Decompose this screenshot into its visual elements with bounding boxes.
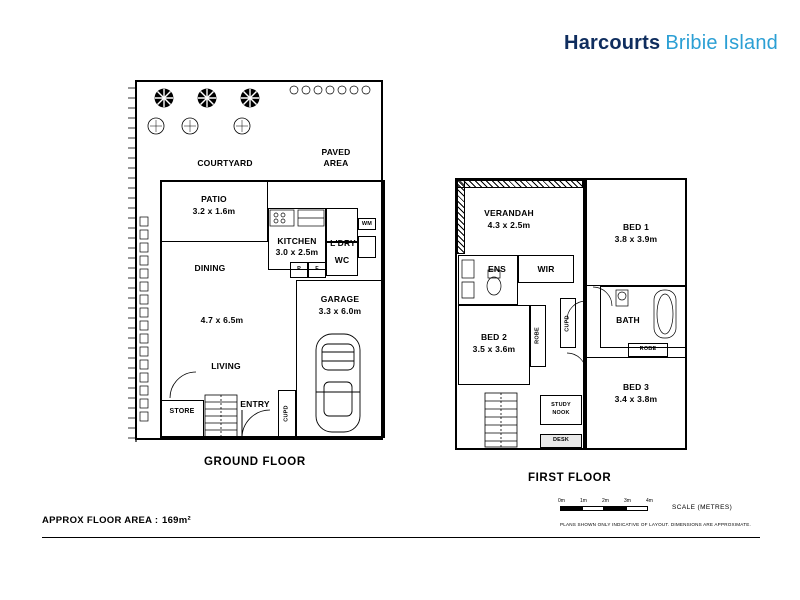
gf-room-courtyard-label: COURTYARD bbox=[197, 158, 253, 168]
ff-bath-fixtures-icon bbox=[602, 288, 686, 346]
gf-room-living-label: LIVING bbox=[211, 361, 241, 371]
scale-tick-0: 0m bbox=[558, 498, 565, 504]
gf-kitchen-fittings-icon bbox=[268, 208, 328, 234]
ff-room-bed2-dims: 3.5 x 3.6m bbox=[472, 344, 516, 354]
scale-tick-4: 4m bbox=[646, 498, 653, 504]
ff-room-bed1-label: BED 1 bbox=[622, 222, 650, 232]
ff-door-arc-1-icon bbox=[566, 300, 588, 322]
scale-title: SCALE (METRES) bbox=[672, 504, 733, 511]
gf-paved-dots-icon bbox=[288, 83, 384, 97]
gf-entry-door-icon bbox=[240, 408, 276, 440]
gf-laundry-tub bbox=[358, 236, 376, 258]
gf-room-kitchen-label: KITCHEN bbox=[277, 236, 317, 246]
ff-robe-bed2-label: ROBE bbox=[534, 327, 541, 344]
gf-room-wc-label: WC bbox=[334, 255, 350, 265]
ff-room-bed1-dims: 3.8 x 3.9m bbox=[614, 234, 658, 244]
gf-pantry-label: P bbox=[297, 266, 301, 272]
ff-room-verandah-label: VERANDAH bbox=[484, 208, 534, 218]
gf-store-label: STORE bbox=[169, 408, 195, 415]
gf-living-door-icon bbox=[168, 370, 200, 400]
gf-room-paved-label: PAVED bbox=[321, 147, 351, 157]
ff-stairs-icon bbox=[484, 392, 518, 448]
ff-room-bed2-label: BED 2 bbox=[480, 332, 508, 342]
brand-name: Harcourts bbox=[564, 32, 661, 54]
gf-car-icon bbox=[308, 330, 370, 436]
ff-study-label: STUDY bbox=[551, 402, 571, 408]
gf-room-laundry bbox=[326, 208, 358, 242]
gf-stairs-icon bbox=[204, 394, 238, 438]
ff-door-arc-2-icon bbox=[566, 352, 588, 374]
ff-room-wir-label: WIR bbox=[537, 264, 555, 274]
ff-desk-label: DESK bbox=[552, 437, 570, 443]
gf-fridge-label: F bbox=[315, 266, 319, 272]
gf-room-paved-sublabel: AREA bbox=[323, 158, 349, 168]
gf-room-dining-label: DINING bbox=[194, 263, 226, 273]
ff-room-ens-label: ENS bbox=[487, 264, 507, 274]
brand-logo bbox=[564, 32, 778, 55]
ground-floor-title: GROUND FLOOR bbox=[204, 456, 306, 468]
ff-room-bath-label: BATH bbox=[616, 315, 640, 325]
scale-disclaimer: PLANS SHOWN ONLY INDICATIVE OF LAYOUT. DIMENSIONS ARE APPROXIMATE. bbox=[560, 522, 751, 527]
ff-room-bed3-dims: 3.4 x 3.8m bbox=[614, 394, 658, 404]
gf-room-kitchen-dims: 3.0 x 2.5m bbox=[275, 247, 319, 257]
ff-room-verandah-dims: 4.3 x 2.5m bbox=[487, 220, 531, 230]
ff-room-bed3-label: BED 3 bbox=[622, 382, 650, 392]
footer-divider bbox=[42, 537, 760, 538]
gf-entry-label: ENTRY bbox=[240, 399, 270, 409]
gf-room-store bbox=[160, 400, 204, 438]
scale-tick-2: 2m bbox=[602, 498, 609, 504]
approx-area-label: APPROX FLOOR AREA : bbox=[42, 515, 159, 526]
gf-room-laundry-label: L'DRY bbox=[330, 238, 356, 248]
scale-seg-3 bbox=[604, 506, 626, 511]
ff-door-arc-3-icon bbox=[592, 286, 614, 308]
scale-seg-1 bbox=[560, 506, 582, 511]
gf-left-paving-icon bbox=[139, 215, 151, 440]
approx-area-value: 169m² bbox=[162, 515, 191, 526]
scale-tick-1: 1m bbox=[580, 498, 587, 504]
scale-seg-2 bbox=[582, 506, 604, 511]
ff-robe-right-label: ROBE bbox=[639, 346, 657, 352]
ff-verandah-rail-icon bbox=[457, 180, 583, 188]
gf-room-living-dims: 4.7 x 6.5m bbox=[200, 315, 244, 325]
ff-verandah-side-rail-icon bbox=[457, 180, 465, 254]
gf-room-garage-label: GARAGE bbox=[320, 294, 360, 304]
brand-suffix: Bribie Island bbox=[665, 32, 778, 54]
gf-room-patio-dims: 3.2 x 1.6m bbox=[192, 206, 236, 216]
scale-seg-4 bbox=[626, 506, 648, 511]
ff-cupd-label: CUPD bbox=[564, 315, 571, 332]
ff-nook-label: NOOK bbox=[552, 410, 570, 416]
first-floor-title: FIRST FLOOR bbox=[528, 472, 612, 484]
ff-ens-fixtures-icon bbox=[460, 258, 518, 304]
scale-tick-3: 3m bbox=[624, 498, 631, 504]
gf-wm-label: WM bbox=[361, 221, 373, 227]
gf-tree-icons bbox=[150, 84, 280, 144]
gf-room-patio-label: PATIO bbox=[201, 194, 227, 204]
gf-cupd-label: CUPD bbox=[283, 405, 290, 422]
gf-room-garage-dims: 3.3 x 6.0m bbox=[318, 306, 362, 316]
